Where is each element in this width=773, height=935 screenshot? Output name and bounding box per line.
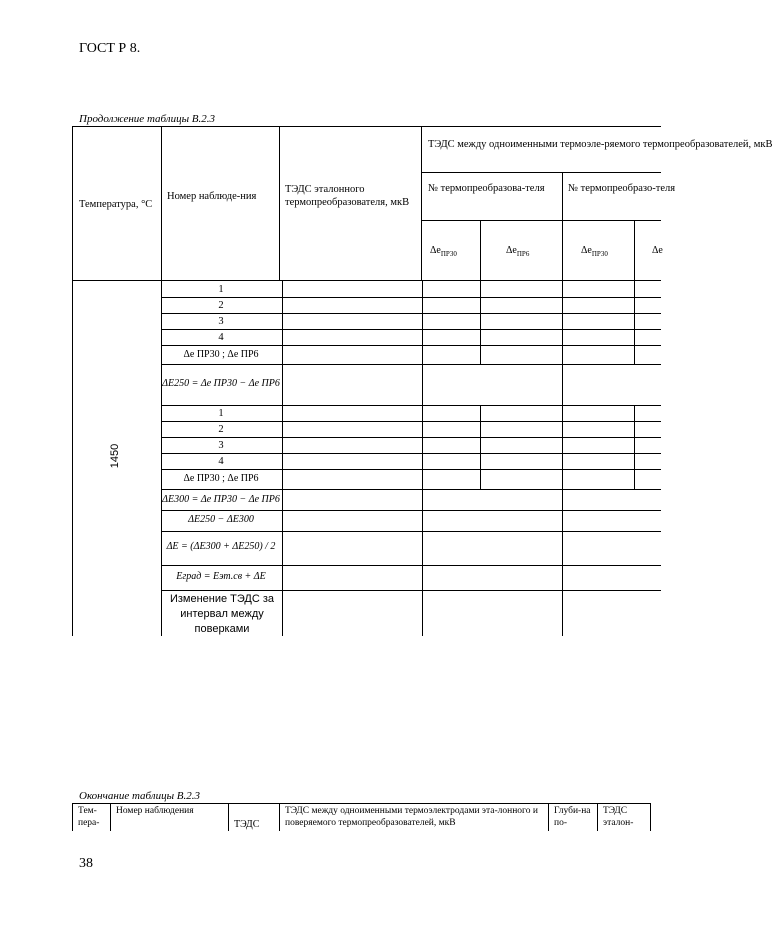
obs-2-2: 2	[218, 424, 224, 435]
obs-1-2: 2	[218, 300, 224, 311]
bottom-col-group: ТЭДС между одноименными термоэлектродами эта-лонного и поверяемого термопреобразователей, мкВ	[285, 806, 538, 828]
bottom-col-depth: Глуби-на по-	[554, 806, 591, 828]
bottom-col-temp: Тем-пера-	[78, 806, 100, 828]
table-caption-top: Продолжение таблицы В.2.3	[79, 113, 215, 125]
sub-col-pr6-a: $\Delta e_{ПР6}$	[506, 245, 530, 258]
col-group: ТЭДС между одноименными термоэле-ряемого термопреобразователей, мкВ	[428, 139, 773, 150]
page-number: 38	[79, 856, 93, 871]
col-converter-1: № термопреобразова-теля	[428, 183, 545, 194]
formula-avg: ΔE = (ΔE300 + ΔE250) / 2	[166, 541, 276, 552]
obs-2-3: 3	[218, 440, 224, 451]
formula-grad: Eград = Eэт.св + ΔE	[176, 571, 266, 582]
sub-col-pr30-b: $\Delta e_{ПР30}$	[581, 245, 608, 258]
bottom-col-ref: ТЭДС эталон-	[603, 806, 634, 828]
page-header: ГОСТ Р 8.	[79, 41, 141, 56]
formula-e300: ΔE300 = Δe ПР30 − Δe ПР6	[162, 494, 280, 505]
bottom-col-obs: Номер наблюдения	[116, 806, 194, 816]
col-temperature: Температура, °С	[79, 199, 153, 210]
formula-e250: ΔE250 = Δe ПР30 − Δe ПР6	[162, 378, 280, 389]
temperature-value: 1450	[109, 443, 121, 469]
obs-1-4: 4	[218, 332, 224, 343]
obs-1-1: 1	[218, 284, 224, 295]
obs-2-4: 4	[218, 456, 224, 467]
formula-mean-2: Δe ПР30 ; Δe ПР6	[183, 473, 259, 484]
table-caption-bottom: Окончание таблицы В.2.3	[79, 790, 201, 802]
change-label: Изменение ТЭДС за интервал между поверками	[169, 593, 275, 635]
col-ref-emf: ТЭДС эталонного термопреобразователя, мкВ	[285, 184, 410, 208]
obs-2-1: 1	[218, 408, 224, 419]
formula-mean-1: Δe ПР30 ; Δe ПР6	[183, 349, 259, 360]
col-observation: Номер наблюде-ния	[167, 191, 257, 202]
obs-1-3: 3	[218, 316, 224, 327]
sub-col-pr6-b: Δe	[652, 245, 663, 256]
formula-diff: ΔE250 − ΔE300	[188, 514, 254, 525]
bottom-col-tedc: ТЭДС	[234, 819, 260, 830]
sub-col-pr30-a: $\Delta e_{ПР30}$	[430, 245, 457, 258]
col-converter-2: № термопреобразо-теля	[568, 183, 676, 194]
